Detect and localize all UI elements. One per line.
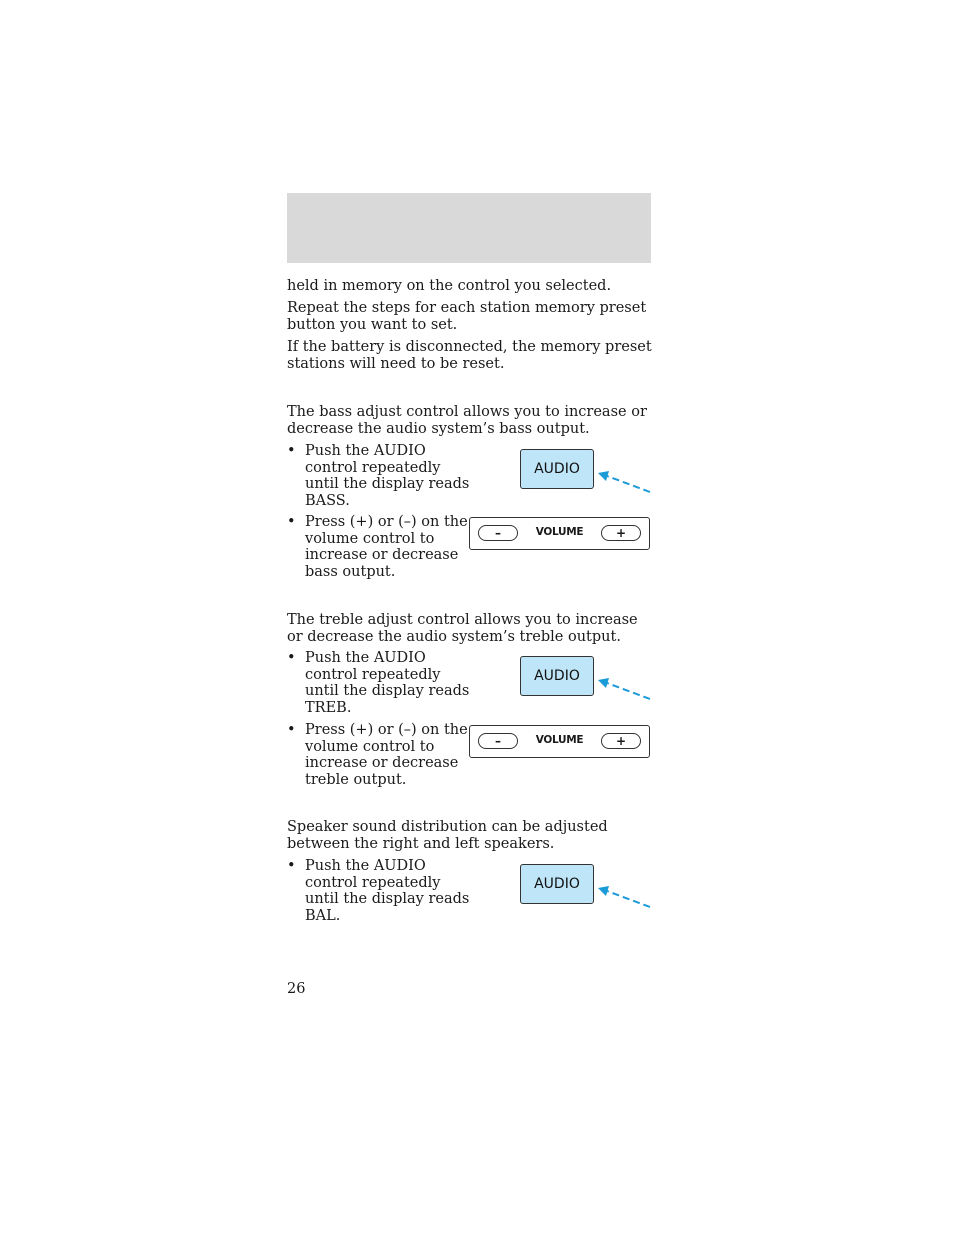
bullet-dot: • (287, 722, 296, 738)
audio-button-bass[interactable]: AUDIO (520, 449, 594, 489)
bass-bullet-audio-text: Push the AUDIO control repeatedly until the display reads BASS. (305, 443, 470, 509)
page-number: 26 (287, 981, 306, 997)
audio-button-treble[interactable]: AUDIO (520, 656, 594, 696)
pointer-arrow-icon (597, 886, 653, 908)
intro-paragraph-battery: If the battery is disconnected, the memory preset stations will need to be reset. (287, 339, 652, 372)
section-header-band (287, 193, 651, 263)
balance-intro: Speaker sound distribution can be adjusted between the right and left speakers. (287, 819, 608, 852)
volume-label: VOLUME (535, 526, 584, 538)
treble-bullet-volume-text: Press (+) or (–) on the volume control to increase or decrease treble output. (305, 722, 468, 788)
pointer-arrow-icon (597, 678, 653, 700)
audio-button-balance[interactable]: AUDIO (520, 864, 594, 904)
volume-control-treble (469, 725, 650, 758)
intro-line: held in memory on the control you selected. (287, 278, 612, 294)
bullet-dot: • (287, 858, 296, 874)
treble-intro: The treble adjust control allows you to increase or decrease the audio system’s treble output. (287, 612, 638, 645)
volume-minus-button[interactable]: – (478, 733, 518, 749)
bullet-dot: • (287, 650, 296, 666)
volume-minus-button[interactable]: – (478, 525, 518, 541)
pointer-arrow-icon (597, 471, 653, 493)
treble-bullet-audio-text: Push the AUDIO control repeatedly until the display reads TREB. (305, 650, 470, 716)
bullet-dot: • (287, 443, 296, 459)
balance-bullet-audio-text: Push the AUDIO control repeatedly until the display reads BAL. (305, 858, 470, 924)
volume-label: VOLUME (535, 734, 584, 746)
intro-paragraph-repeat: Repeat the steps for each station memory preset button you want to set. (287, 300, 647, 333)
volume-plus-button[interactable]: + (601, 525, 641, 541)
volume-plus-button[interactable]: + (601, 733, 641, 749)
bullet-dot: • (287, 514, 296, 530)
bass-intro: The bass adjust control allows you to increase or decrease the audio system’s bass output. (287, 404, 647, 437)
bass-bullet-volume-text: Press (+) or (–) on the volume control to increase or decrease bass output. (305, 514, 468, 580)
volume-control-bass (469, 517, 650, 550)
